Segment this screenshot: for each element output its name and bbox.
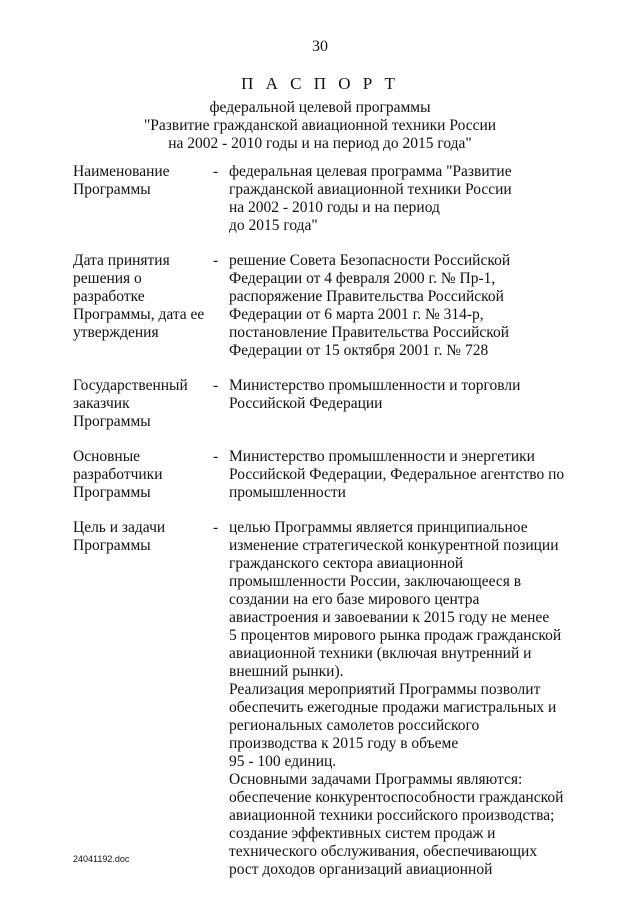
row-value-line: изменение стратегической конкурентной позиции bbox=[229, 537, 559, 554]
row-value-line: промышленности bbox=[229, 484, 346, 501]
row-label-line: Наименование bbox=[73, 163, 170, 180]
row-label bbox=[73, 377, 213, 431]
row-dash: - bbox=[213, 519, 219, 536]
row-value-line: Министерство промышленности и энергетики bbox=[229, 448, 535, 465]
subtitle-line: "Развитие гражданской авиационной техники России bbox=[143, 117, 497, 134]
passport-row bbox=[73, 163, 573, 235]
row-value-line: гражданского сектора авиационной bbox=[229, 555, 464, 572]
row-value-line: на 2002 - 2010 годы и на период bbox=[229, 199, 440, 216]
row-value-line: авиастроения и завоевании к 2015 году не менее bbox=[229, 609, 550, 626]
row-dash: - bbox=[213, 377, 219, 394]
row-label-line: решения о bbox=[73, 270, 142, 287]
row-value-line: постановление Правительства Российской bbox=[229, 324, 510, 341]
row-value bbox=[229, 519, 573, 879]
row-label-line: Дата принятия bbox=[73, 252, 170, 269]
row-value-line: 5 процентов мирового рынка продаж гражданской bbox=[229, 627, 562, 644]
passport-row bbox=[73, 448, 573, 502]
row-value-line: Российской Федерации bbox=[229, 395, 383, 412]
row-value-line: региональных самолетов российского bbox=[229, 717, 480, 734]
row-value-line: создании на его базе мирового центра bbox=[229, 591, 480, 608]
row-value-line: Федерации от 15 октября 2001 г. № 728 bbox=[229, 342, 489, 359]
row-label-line: Основные bbox=[73, 448, 141, 465]
row-value-line: федеральная целевая программа "Развитие bbox=[229, 163, 512, 180]
passport-row bbox=[73, 519, 573, 879]
row-value-line: технического обслуживания, обеспечивающих bbox=[229, 843, 538, 860]
row-value-line: Федерации от 4 февраля 2000 г. № Пр-1, bbox=[229, 270, 496, 287]
page-number: 30 bbox=[312, 38, 328, 55]
row-label-line: Цель и задачи bbox=[73, 519, 166, 536]
row-label bbox=[73, 448, 213, 502]
row-value-line: Основными задачами Программы являются: bbox=[229, 771, 523, 788]
row-label-line: Программы bbox=[73, 413, 151, 430]
row-value-line: рост доходов организаций авиационной bbox=[229, 861, 493, 878]
row-label-line: заказчик bbox=[73, 395, 130, 412]
passport-row bbox=[73, 252, 573, 360]
row-value-line: авиационной техники (включая внутренний и bbox=[229, 645, 532, 662]
row-value bbox=[229, 163, 573, 235]
row-dash: - bbox=[213, 163, 219, 180]
row-value-line: внешний рынки). bbox=[229, 663, 344, 680]
passport-table bbox=[73, 163, 573, 879]
row-value bbox=[229, 252, 573, 360]
row-value-line: гражданской авиационной техники России bbox=[229, 181, 512, 198]
subtitle-line: на 2002 - 2010 годы и на период до 2015 года" bbox=[168, 135, 472, 152]
row-value-line: Министерство промышленности и торговли bbox=[229, 377, 521, 394]
row-value-line: промышленности России, заключающееся в bbox=[229, 573, 522, 590]
row-value-line: обеспечение конкурентоспособности гражданской bbox=[229, 789, 564, 806]
row-value bbox=[229, 448, 573, 502]
row-label bbox=[73, 252, 213, 360]
row-value-line: распоряжение Правительства Российской bbox=[229, 288, 504, 305]
footer-filename: 24041192.doc bbox=[73, 854, 130, 864]
row-label bbox=[73, 163, 213, 235]
row-value-line: 95 - 100 единиц. bbox=[229, 753, 337, 770]
subtitle-line: федеральной целевой программы bbox=[209, 99, 431, 116]
row-value-line: целью Программы является принципиальное bbox=[229, 519, 528, 536]
row-value-line: до 2015 года" bbox=[229, 217, 318, 234]
row-value bbox=[229, 377, 573, 431]
document-title: П А С П О Р Т bbox=[241, 74, 399, 93]
row-label-line: Программы bbox=[73, 181, 151, 198]
row-label-line: Программы bbox=[73, 484, 151, 501]
row-value-line: Реализация мероприятий Программы позволит bbox=[229, 681, 541, 698]
row-value-line: создание эффективных систем продаж и bbox=[229, 825, 496, 842]
row-label-line: Программы, дата ее bbox=[73, 306, 205, 323]
row-value-line: решение Совета Безопасности Российской bbox=[229, 252, 511, 269]
row-value-line: авиационной техники российского производства; bbox=[229, 807, 555, 824]
row-value-line: Российской Федерации, Федеральное агентство по bbox=[229, 466, 565, 483]
row-dash: - bbox=[213, 448, 219, 465]
passport-row bbox=[73, 377, 573, 431]
document-subtitle bbox=[0, 99, 640, 153]
row-label-line: Программы bbox=[73, 537, 151, 554]
row-label-line: разработчики bbox=[73, 466, 163, 483]
row-label-line: утверждения bbox=[73, 324, 159, 341]
row-value-line: Федерации от 6 марта 2001 г. № 314-р, bbox=[229, 306, 484, 323]
row-dash: - bbox=[213, 252, 219, 269]
row-label-line: Государственный bbox=[73, 377, 188, 394]
row-value-line: обеспечить ежегодные продажи магистральных и bbox=[229, 699, 557, 716]
row-label bbox=[73, 519, 213, 879]
row-label-line: разработке bbox=[73, 288, 145, 305]
row-value-line: производства к 2015 году в объеме bbox=[229, 735, 459, 752]
